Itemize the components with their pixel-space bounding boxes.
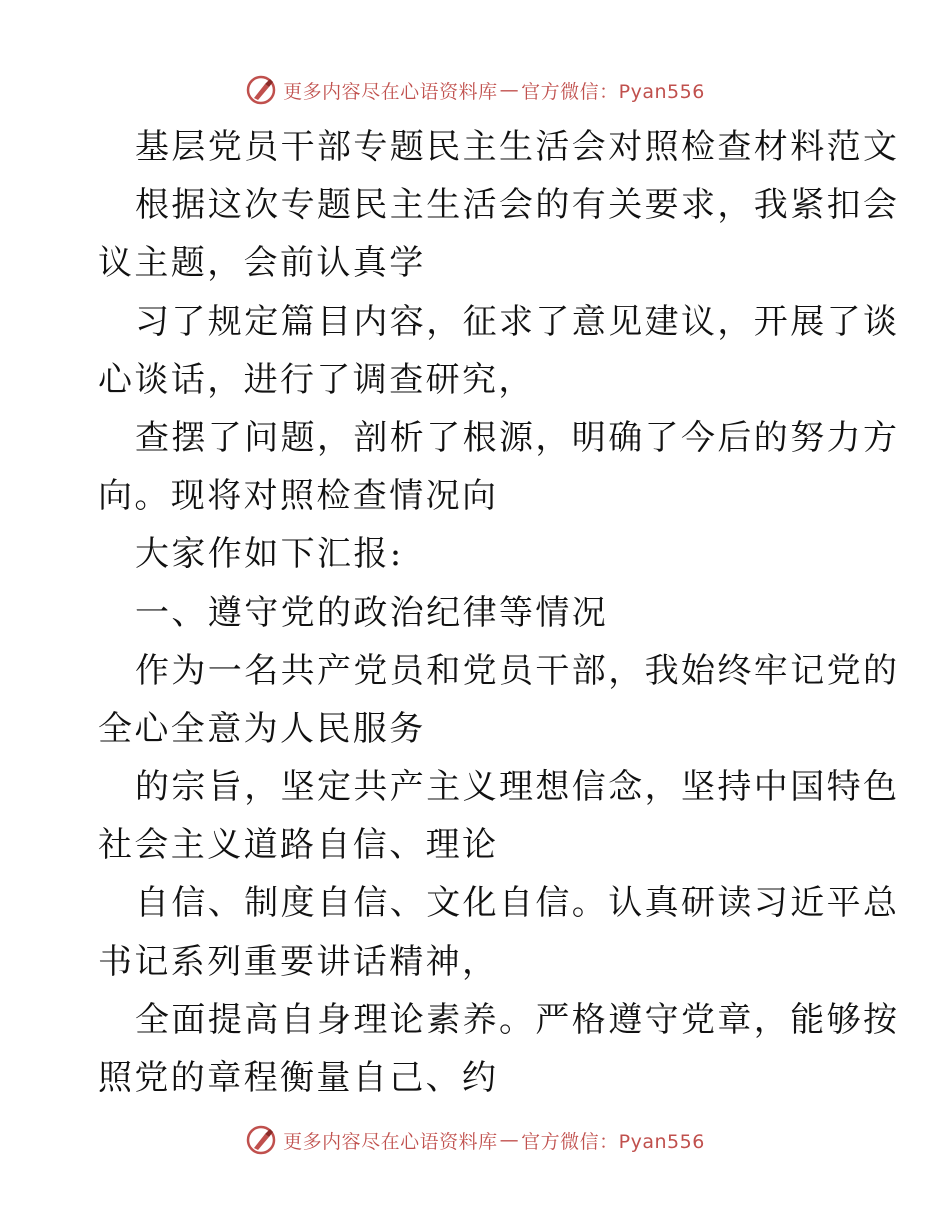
banner-text: 更多内容尽在心语资料库 [283, 1130, 498, 1153]
banner-separator: — [499, 1129, 520, 1151]
text-line: 书记系列重要讲话精神， [98, 941, 499, 982]
banner-wechat: 官方微信：Pyan556 [521, 1130, 705, 1153]
text-line: 全心全意为人民服务 [98, 708, 426, 749]
text-line: 向。现将对照检查情况向 [98, 476, 499, 517]
text-line: 作为一名共产党员和党员干部，我始终牢记党的 [135, 650, 900, 691]
document-title: 基层党员干部专题民主生活会对照检查材料范文 [135, 127, 900, 167]
footer-banner [0, 1120, 950, 1160]
text-line: 大家作如下汇报: [135, 534, 404, 575]
text-line: 议主题，会前认真学 [98, 243, 426, 284]
text-line: 自信、制度自信、文化自信。认真研读习近平总 [135, 883, 900, 924]
banner-separator: — [499, 79, 520, 101]
text-line: 的宗旨，坚定共产主义理想信念，坚持中国特色 [135, 767, 900, 808]
text-line: 习了规定篇目内容，征求了意见建议，开展了谈 [135, 301, 900, 342]
text-line: 照党的章程衡量自己、约 [98, 1058, 499, 1098]
text-line: 根据这次专题民主生活会的有关要求，我紧扣会 [135, 185, 900, 226]
text-line: 心谈话，进行了调查研究， [98, 359, 535, 400]
text-line: 查摆了问题，剖析了根源，明确了今后的努力方 [135, 417, 900, 458]
text-line: 社会主义道路自信、理论 [98, 825, 499, 866]
header-banner [0, 70, 950, 110]
pen-nib-circle-icon [245, 74, 277, 106]
banner-wechat: 官方微信：Pyan556 [521, 80, 705, 103]
banner-text: 更多内容尽在心语资料库 [283, 80, 498, 103]
document-body [98, 118, 900, 1107]
text-line: 全面提高自身理论素养。严格遵守党章，能够按 [135, 999, 900, 1040]
pen-nib-circle-icon [245, 1124, 277, 1156]
section-heading: 一、遵守党的政治纪律等情况 [135, 592, 609, 633]
